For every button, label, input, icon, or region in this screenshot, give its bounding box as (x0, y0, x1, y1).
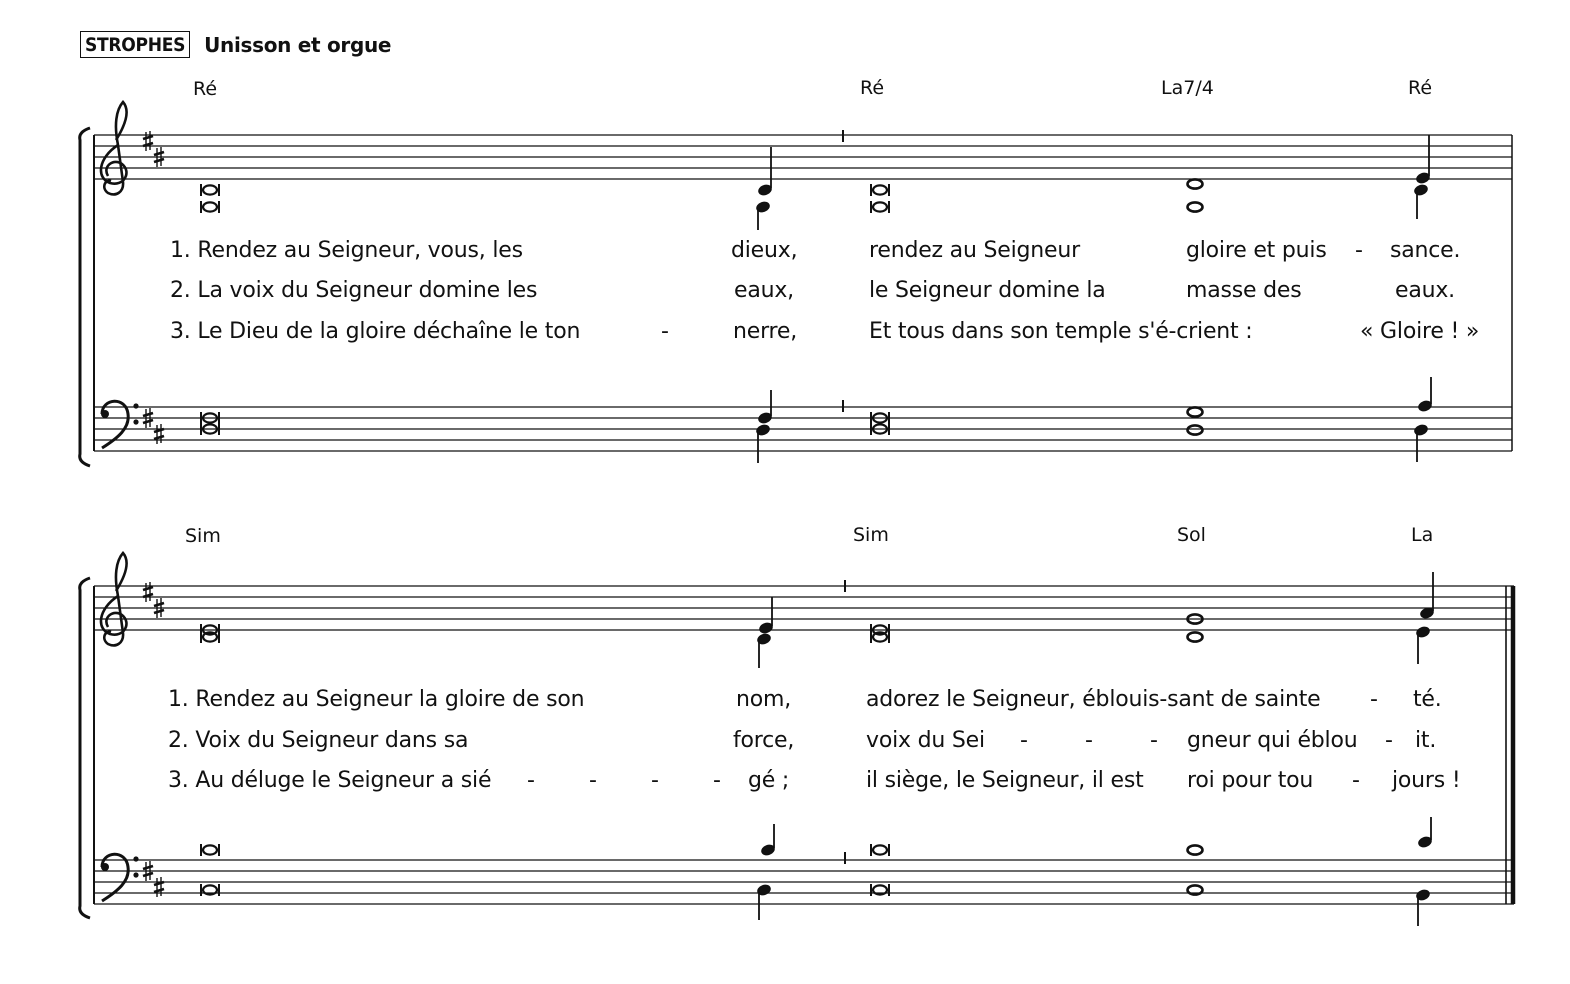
lyric-verse-1: 1. Rendez au Seigneur la gloire de son (168, 687, 585, 712)
lyric-verse-3: - (1352, 768, 1360, 793)
lyric-verse-3: - (589, 768, 597, 793)
lyric-verse-3: gé ; (748, 768, 790, 793)
lyric-verse-2: force, (733, 728, 795, 753)
lyric-verse-3: 3. Le Dieu de la gloire déchaîne le ton (170, 319, 581, 344)
chord-symbol: La (1411, 524, 1434, 546)
system-2 (80, 553, 1514, 926)
lyric-verse-1: - (1370, 687, 1378, 712)
lyric-verse-1: nom, (736, 687, 792, 712)
lyric-verse-2: eaux. (1395, 278, 1455, 303)
lyric-verse-2: gneur qui éblou (1187, 728, 1358, 753)
chord-symbol: Ré (193, 78, 218, 100)
lyric-verse-3: il siège, le Seigneur, il est (866, 768, 1144, 793)
chord-symbol: Ré (860, 77, 885, 99)
lyric-verse-3: jours ! (1392, 768, 1461, 793)
section-label-box: STROPHES (80, 31, 190, 58)
chord-symbol: La7/4 (1161, 77, 1214, 99)
lyric-verse-2: it. (1415, 728, 1437, 753)
lyric-verse-3: Et tous dans son temple s'é-crient : (869, 319, 1253, 344)
lyric-verse-2: - (1085, 728, 1093, 753)
lyric-verse-1: té. (1413, 687, 1442, 712)
lyric-verse-1: sance. (1390, 238, 1461, 263)
chord-symbol: Sol (1177, 524, 1206, 546)
lyric-verse-2: masse des (1186, 278, 1302, 303)
lyric-verse-1: adorez le Seigneur, éblouis-sant de sainte (866, 687, 1321, 712)
lyric-verse-1: - (1355, 238, 1363, 263)
lyric-verse-2: 2. La voix du Seigneur domine les (170, 278, 538, 303)
chord-symbol: Sim (853, 524, 889, 546)
lyric-verse-2: - (1385, 728, 1393, 753)
lyric-verse-1: dieux, (731, 238, 798, 263)
lyric-verse-3: 3. Au déluge le Seigneur a sié (168, 768, 492, 793)
lyric-verse-2: - (1020, 728, 1028, 753)
lyric-verse-3: « Gloire ! » (1360, 319, 1480, 344)
lyric-verse-3: - (527, 768, 535, 793)
lyric-verse-2: eaux, (734, 278, 794, 303)
lyric-verse-3: - (713, 768, 721, 793)
lyric-verse-2: voix du Sei (866, 728, 985, 753)
chord-symbol: Sim (185, 525, 221, 547)
lyric-verse-2: le Seigneur domine la (869, 278, 1106, 303)
lyric-verse-3: - (661, 319, 669, 344)
system-1 (80, 102, 1512, 466)
lyric-verse-1: rendez au Seigneur (869, 238, 1080, 263)
lyric-verse-2: 2. Voix du Seigneur dans sa (168, 728, 469, 753)
lyric-verse-1: gloire et puis (1186, 238, 1327, 263)
lyric-verse-1: 1. Rendez au Seigneur, vous, les (170, 238, 523, 263)
chord-symbol: Ré (1408, 77, 1433, 99)
lyric-verse-2: - (1150, 728, 1158, 753)
lyric-verse-3: roi pour tou (1187, 768, 1314, 793)
lyric-verse-3: - (651, 768, 659, 793)
lyric-verse-3: nerre, (733, 319, 798, 344)
section-subtitle: Unisson et orgue (204, 32, 392, 57)
